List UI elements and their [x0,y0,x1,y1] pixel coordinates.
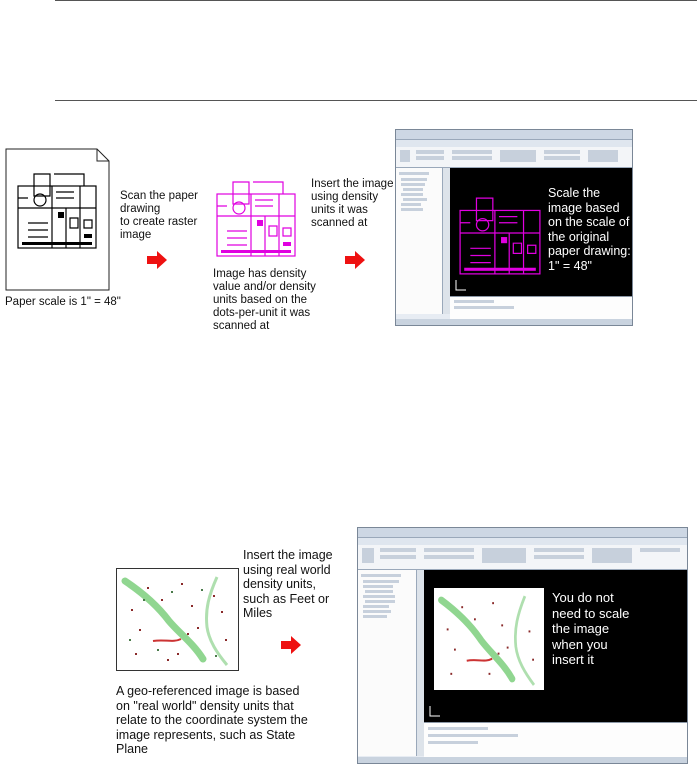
status-bar [396,319,632,325]
command-line [424,722,687,757]
insert-realworld-text: Insert the image using real world density units, such as Feet or Miles [243,548,333,620]
title-bar [396,130,632,140]
command-line [450,296,632,319]
drawing-canvas [450,168,632,296]
ucs-icon [454,278,468,292]
map-image [434,588,544,690]
app-screenshot-realworld [357,527,688,764]
palette-side-tabs [416,570,424,756]
ucs-icon [428,704,442,718]
paper-scale-caption: Paper scale is 1" = 48" [5,296,121,308]
georeferenced-note-text: A geo-referenced image is based on "real world" density units that relate to the coordinate system the image represents, such as State Plane [116,684,308,756]
app-screenshot-scaled [395,129,633,326]
no-scale-caption: You do not need to scale the image when you insert it [552,590,630,667]
arrow-right-icon [147,251,167,269]
map-image [117,569,238,670]
palette-side-tabs [442,168,450,314]
task-pane [358,570,417,756]
ribbon [396,147,632,168]
insert-step-text: Insert the image using density units it was scanned at [311,178,394,229]
title-bar [358,528,687,538]
inserted-map-image [434,588,544,690]
ribbon-tabs [358,538,687,545]
arrow-right-icon [345,251,365,269]
georeferenced-image [116,568,239,671]
arrow-right-icon [281,636,301,654]
status-bar [358,757,687,763]
drawing-canvas [424,570,687,722]
scale-caption: Scale the image based on the scale of the original paper drawing: 1" = 48" [548,186,631,273]
density-note-text: Image has density value and/or density units based on the dots-per-unit it was scanned at [213,268,316,332]
raster-image [211,176,301,260]
ribbon-tabs [396,140,632,147]
scan-step-text: Scan the paper drawing to create raster image [120,190,199,241]
inserted-raster-image [456,192,544,278]
task-pane [396,168,443,314]
top-rule [55,0,697,1]
section-rule [55,100,697,101]
ribbon [358,545,687,570]
floorplan-paper-image [14,168,100,252]
